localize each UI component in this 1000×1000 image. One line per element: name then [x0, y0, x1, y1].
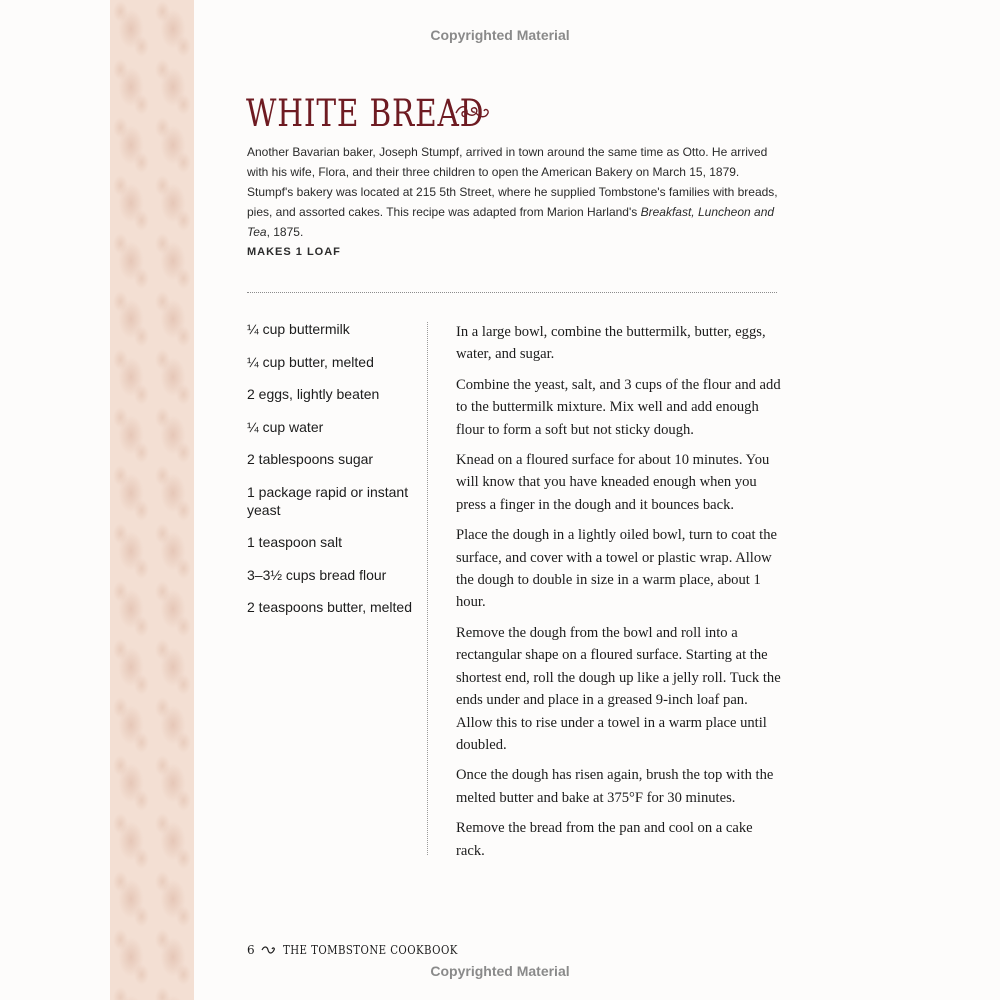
ingredient-item: 2 tablespoons sugar	[247, 451, 374, 467]
ingredient-list	[247, 320, 417, 631]
ingredient-item: 2 eggs, lightly beaten	[247, 386, 380, 402]
method-step: Combine the yeast, salt, and 3 cups of the flour and add to the buttermilk mixture. Mix well and add enough flour to form a soft but not sticky dough.	[456, 376, 781, 438]
ingredient-item: ¼ cup water	[247, 418, 324, 435]
intro-text: Another Bavarian baker, Joseph Stumpf, arrived in town around the same time as Otto. He arrived with his wife, Flora, and their three children to open the American Bakery on March 15, 1879. Stumpf's bakery was located at 215 5th Street, where he supplied Tombstone's families with breads, pies, and assorted cakes. This recipe was adapted from Marion Harland's	[247, 145, 778, 219]
page-number: 6	[247, 943, 255, 957]
copyright-watermark-top: Copyrighted Material	[430, 27, 570, 43]
decorative-side-strip	[110, 0, 194, 1000]
ingredient-item: 1 teaspoon salt	[247, 534, 342, 550]
recipe-title: WHITE BREAD	[246, 92, 485, 135]
ingredient-item: 1 package rapid or instant yeast	[247, 483, 409, 518]
footer-ornament-icon	[261, 945, 277, 955]
copyright-watermark-bottom: Copyrighted Material	[430, 963, 570, 979]
method-step: In a large bowl, combine the buttermilk, butter, eggs, water, and sugar.	[456, 324, 766, 363]
method-step: Remove the bread from the pan and cool on a cake rack.	[456, 820, 753, 859]
column-divider	[427, 322, 428, 855]
method-step: Place the dough in a lightly oiled bowl, turn to coat the surface, and cover with a towel or plastic wrap. Allow the dough to double in size in a warm place, about 1 hour.	[456, 527, 777, 611]
recipe-intro	[247, 142, 782, 242]
book-title: THE TOMBSTONE COOKBOOK	[282, 943, 458, 957]
ingredient-item: 2 teaspoons butter, melted	[247, 599, 412, 615]
section-divider	[247, 292, 777, 293]
method-step: Knead on a floured surface for about 10 minutes. You will know that you have kneaded enough when you press a finger in the dough and it bounces back.	[456, 452, 770, 513]
intro-text-end: , 1875.	[266, 225, 304, 239]
recipe-title-row	[246, 92, 544, 135]
ingredient-item: ¼ cup buttermilk	[247, 321, 350, 337]
method-steps	[456, 321, 781, 870]
intro-book-title: Breakfast, Luncheon and Tea	[247, 205, 775, 239]
ingredient-item: ¼ cup butter, melted	[247, 353, 374, 370]
method-step: Remove the dough from the bowl and roll into a rectangular shape on a floured surface. Starting at the shortest end, roll the dough up like a jelly roll. Tuck the ends under and place in a greased 9-inch loaf pan. Allow this to rise under a towel in a warm place until doubled.	[456, 624, 781, 753]
method-step: Once the dough has risen again, brush the top with the melted butter and bake at 375°F for 30 minutes.	[456, 767, 774, 806]
page-footer	[247, 943, 488, 957]
recipe-yield: MAKES 1 LOAF	[247, 246, 341, 258]
ingredient-item: 3–3½ cups bread flour	[247, 566, 387, 583]
flourish-icon	[454, 102, 490, 124]
